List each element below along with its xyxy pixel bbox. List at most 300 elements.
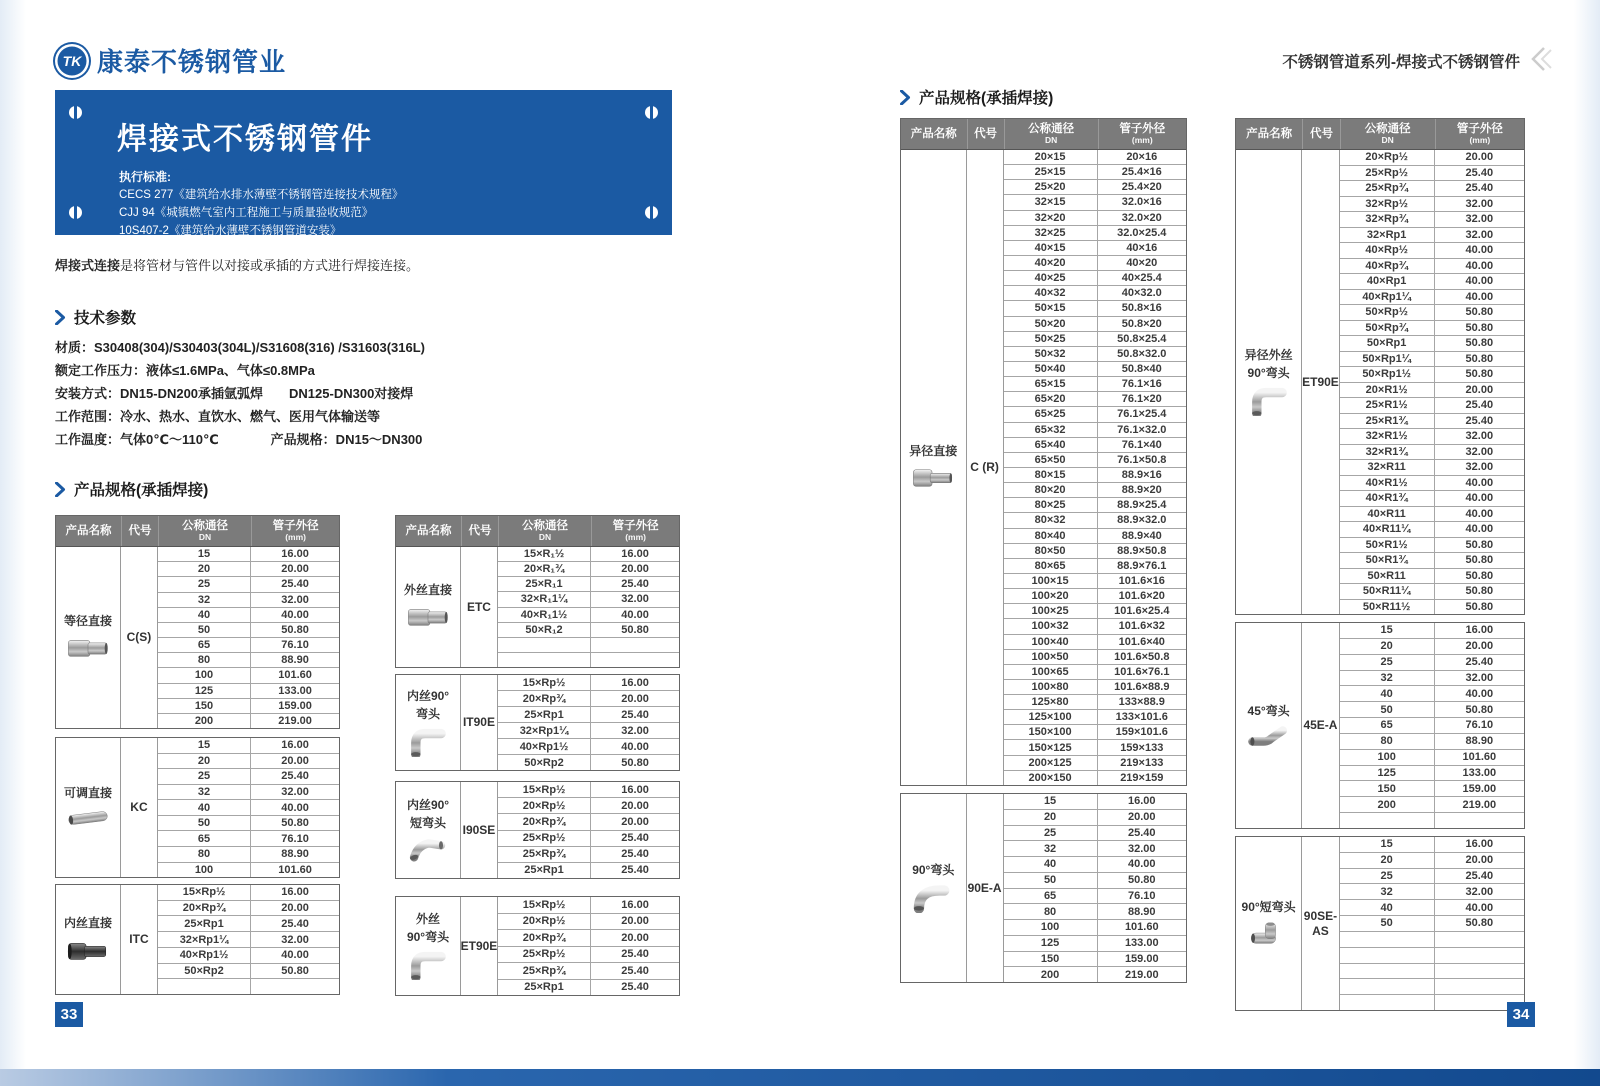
spec-table-female-coupling — [55, 884, 340, 995]
spec-row — [498, 846, 679, 862]
spec-row — [158, 947, 339, 963]
dn-value: 15×R₁½ — [498, 547, 591, 561]
spec-row — [1004, 300, 1186, 315]
spec-row — [1004, 825, 1186, 841]
od-value: 50.80 — [1128, 874, 1156, 887]
dn-value: 32×R₁1¼ — [498, 592, 591, 606]
col-header-dn: 公称通径 DN — [498, 516, 591, 546]
od-value: 25.40 — [621, 848, 649, 861]
od-value: 40×25.4 — [1121, 272, 1162, 285]
dn-value: 25×Rp1 — [158, 916, 251, 931]
spec-row — [1340, 994, 1524, 1010]
spec-row — [1340, 273, 1524, 289]
od-value: 25.40 — [1465, 656, 1494, 669]
dn-value: 125×80 — [1004, 695, 1098, 709]
od-value: 16.00 — [1465, 624, 1494, 637]
dn-value: 25×Rp¾ — [498, 847, 591, 862]
spec-row — [1340, 397, 1524, 413]
spec-row — [1340, 521, 1524, 537]
tech-param-line: 额定工作压力：液体≤1.6MPa、气体≤0.8MPa — [55, 363, 315, 378]
spec-row — [1004, 739, 1186, 754]
product-name-cell — [56, 885, 121, 994]
brand-logo-icon: TK — [55, 44, 89, 78]
dn-value: 50 — [1340, 702, 1435, 717]
spec-row — [1340, 490, 1524, 506]
od-value: 88.9×16 — [1121, 469, 1162, 482]
spec-row — [1340, 428, 1524, 444]
dn-value: 125 — [1340, 766, 1435, 781]
od-value: 40.00 — [1465, 476, 1494, 489]
dn-value: 125 — [1004, 936, 1098, 951]
spec-row — [158, 978, 339, 994]
dn-value: 40×R₁1½ — [498, 608, 591, 622]
spec-row — [1004, 664, 1186, 679]
spec-row — [498, 946, 679, 963]
spec-row — [158, 667, 339, 682]
spec-row — [1340, 883, 1524, 899]
spec-row — [1340, 717, 1524, 733]
od-value: 76.1×32.0 — [1117, 423, 1167, 436]
dn-value: 20×Rp½ — [498, 798, 591, 813]
od-value: 101.60 — [278, 863, 312, 876]
od-value: 32.00 — [1465, 213, 1494, 226]
product-name-cell — [901, 794, 967, 982]
dn-value: 32×R1¾ — [1340, 445, 1435, 460]
od-value: 20.00 — [621, 931, 649, 944]
od-value: 101.6×76.1 — [1114, 665, 1170, 678]
od-value: 88.90 — [281, 654, 309, 667]
od-value: 32.00 — [281, 593, 309, 606]
dn-value: 32×Rp½ — [1340, 197, 1435, 212]
spec-row — [158, 547, 339, 561]
spec-row — [1340, 749, 1524, 765]
spec-heading-left: 产品规格(承插焊接) — [55, 478, 208, 500]
spec-row — [498, 576, 679, 591]
od-value: 25.40 — [1465, 182, 1494, 195]
product-code: 90E-A — [967, 880, 1002, 895]
od-value: 88.9×76.1 — [1117, 559, 1167, 572]
standards-list — [55, 187, 672, 240]
od-value: 25.40 — [1465, 399, 1494, 412]
od-value: 101.60 — [278, 669, 312, 682]
od-value: 25.40 — [621, 964, 649, 977]
spec-row — [1004, 497, 1186, 512]
od-value: 76.1×50.8 — [1117, 453, 1167, 466]
spec-row — [158, 576, 339, 591]
col-header-dn: 公称通径 DN — [1340, 119, 1435, 149]
od-value: 88.90 — [1128, 905, 1156, 918]
od-value: 159.00 — [1462, 782, 1497, 795]
spec-row — [498, 782, 679, 797]
dn-value: 40×Rp1 — [1340, 274, 1435, 289]
dn-value: 25×R1½ — [1340, 398, 1435, 413]
coupling-photo — [407, 603, 449, 631]
spec-row — [158, 784, 339, 800]
spec-row — [1340, 366, 1524, 382]
banner-screw-icon — [69, 206, 82, 219]
od-value: 50.80 — [1465, 337, 1494, 350]
dn-value: 40×Rp1½ — [498, 739, 591, 754]
od-value: 32.00 — [621, 593, 649, 606]
od-value: 40.00 — [1465, 259, 1494, 272]
dn-value: 50 — [158, 816, 251, 831]
od-value: 50.80 — [1465, 569, 1494, 582]
dn-value: 65×40 — [1004, 438, 1098, 452]
dn-value: 32×15 — [1004, 195, 1098, 209]
od-value: 25.40 — [621, 948, 649, 961]
dn-value — [1340, 932, 1435, 947]
product-name: 90°短弯头 — [1241, 899, 1296, 914]
dn-value: 50×R1¾ — [1340, 553, 1435, 568]
spec-row — [498, 622, 679, 637]
spec-row — [1340, 304, 1524, 320]
spec-row — [158, 637, 339, 652]
od-value: 76.1×20 — [1121, 393, 1162, 406]
banner-screw-icon — [69, 106, 82, 119]
product-name-cell — [1236, 150, 1302, 614]
spec-row — [498, 675, 679, 690]
od-value: 32.00 — [281, 785, 309, 798]
spec-row — [158, 683, 339, 698]
od-value: 40×32.0 — [1121, 287, 1162, 300]
dn-value: 50×Rp2 — [158, 964, 251, 979]
od-value: 101.6×16 — [1118, 575, 1165, 587]
dn-value: 40×32 — [1004, 286, 1098, 300]
product-name-cell — [396, 897, 461, 995]
dn-value: 50×Rp2 — [498, 755, 591, 770]
spec-row — [1340, 670, 1524, 686]
spec-row — [1340, 701, 1524, 717]
dn-value: 40 — [1004, 857, 1098, 872]
spec-row — [1340, 837, 1524, 852]
spec-row — [1004, 603, 1186, 618]
spec-row — [1004, 194, 1186, 209]
od-value — [591, 638, 679, 652]
col-header-name: 产品名称 — [1246, 127, 1293, 140]
dn-value: 40×20 — [1004, 256, 1098, 270]
spec-row — [1340, 852, 1524, 868]
spec-table-male-coupling — [395, 515, 680, 668]
spec-row — [1004, 422, 1186, 437]
spec-table-female-90-elbow — [395, 674, 680, 771]
dn-value: 65×32 — [1004, 423, 1098, 437]
spec-row — [158, 713, 339, 728]
od-value: 20.00 — [1128, 811, 1156, 824]
spec-row — [1004, 679, 1186, 694]
od-value: 50.8×32.0 — [1117, 347, 1167, 360]
spec-row — [158, 622, 339, 637]
dn-value: 32×Rp¾ — [1340, 212, 1435, 227]
dn-value: 80×32 — [1004, 513, 1098, 527]
od-value: 76.10 — [281, 639, 309, 652]
product-code-cell — [967, 150, 1004, 785]
od-value: 32.00 — [1465, 885, 1494, 898]
spec-row — [498, 738, 679, 754]
catalog-page-left — [40, 0, 780, 1060]
product-code-cell — [461, 782, 498, 878]
spec-row — [498, 929, 679, 946]
od-value: 20.00 — [621, 815, 649, 828]
spec-row — [498, 979, 679, 996]
footer-accent-bar — [0, 1069, 1600, 1086]
elbow-photo — [1250, 386, 1288, 416]
dn-value: 100 — [1004, 920, 1098, 935]
od-value: 20.00 — [621, 799, 649, 812]
od-value: 101.6×25.4 — [1114, 605, 1170, 618]
spec-row — [1004, 437, 1186, 452]
spec-row — [1004, 809, 1186, 825]
spec-table-male-90-elbow — [395, 896, 680, 996]
od-value: 101.6×40 — [1118, 635, 1165, 648]
page-number-left: 33 — [55, 1002, 83, 1027]
spec-row — [1340, 537, 1524, 553]
dn-value: 100×32 — [1004, 619, 1098, 633]
product-name: 内丝直接 — [64, 915, 113, 930]
dn-value: 65 — [158, 831, 251, 846]
od-value: 50.80 — [281, 964, 309, 977]
product-code-cell — [461, 897, 498, 995]
dn-value: 15×Rp½ — [498, 675, 591, 690]
dn-value — [158, 979, 251, 994]
dn-value: 20×Rp½ — [498, 914, 591, 930]
od-value: 32.00 — [1128, 842, 1156, 855]
od-value: 40.00 — [1465, 275, 1494, 288]
dn-value: 80×50 — [1004, 544, 1098, 558]
dn-value: 80 — [1004, 904, 1098, 919]
spec-row — [158, 738, 339, 753]
spec-table-adjustable-coupling — [55, 737, 340, 878]
od-value: 40.00 — [1465, 507, 1494, 520]
spec-row — [1004, 255, 1186, 270]
product-code: AS — [1312, 923, 1329, 938]
product-name: 内丝90° — [406, 688, 450, 703]
dn-value: 100×15 — [1004, 574, 1098, 588]
spec-row — [1340, 978, 1524, 994]
dn-value: 25 — [1340, 655, 1435, 670]
od-value: 20×16 — [1126, 151, 1158, 164]
product-name: 弯头 — [416, 706, 441, 721]
dn-value: 50×Rp1¼ — [1340, 352, 1435, 367]
od-value: 76.1×25.4 — [1117, 408, 1167, 421]
od-value: 40.00 — [1465, 492, 1494, 505]
spec-row — [1004, 361, 1186, 376]
spec-row — [1004, 482, 1186, 497]
od-value: 32.0×20 — [1121, 211, 1162, 224]
od-value: 20.00 — [281, 754, 309, 767]
product-code-cell — [1302, 623, 1339, 828]
dn-value: 32 — [1340, 671, 1435, 686]
brand-name: 康泰不锈钢管业 — [97, 47, 287, 77]
product-name: 异径直接 — [909, 443, 958, 458]
dn-value: 50×R11½ — [1340, 600, 1435, 615]
spec-row — [1004, 649, 1186, 664]
spec-row — [1340, 475, 1524, 491]
product-name: 90°弯头 — [1247, 366, 1290, 380]
dn-value: 15 — [1340, 837, 1435, 852]
reducer-photo — [912, 464, 954, 492]
spec-row — [498, 797, 679, 813]
product-code-cell — [461, 547, 498, 667]
dn-value: 65×25 — [1004, 407, 1098, 421]
table-header-row — [901, 119, 1186, 150]
od-value: 16.00 — [1128, 795, 1156, 808]
dn-value: 200 — [1004, 967, 1098, 982]
od-value: 50.80 — [1465, 703, 1494, 716]
dn-value: 20×Rp¾ — [498, 814, 591, 829]
spec-row — [1340, 351, 1524, 367]
intro-rest: 是将管材与管件以对接或承插的方式进行焊接连接。 — [120, 258, 420, 273]
dn-value: 50 — [158, 623, 251, 637]
spec-row — [158, 915, 339, 931]
dn-value: 50×Rp¾ — [1340, 321, 1435, 336]
product-name: 90°弯头 — [406, 930, 450, 944]
od-value: 159.00 — [278, 699, 312, 712]
od-value — [1435, 964, 1524, 979]
dn-value: 40×25 — [1004, 271, 1098, 285]
spec-row — [1004, 225, 1186, 240]
elbow-90-photo — [913, 883, 953, 913]
dn-value: 25×Rp½ — [498, 831, 591, 846]
od-value: 159×101.6 — [1115, 726, 1168, 739]
spec-row — [158, 830, 339, 846]
spec-row — [1004, 270, 1186, 285]
od-value: 20.00 — [621, 692, 649, 705]
header-chevron-icon — [1528, 46, 1554, 72]
od-value: 50.80 — [1465, 368, 1494, 381]
spec-row — [1004, 331, 1186, 346]
od-value: 101.60 — [1462, 751, 1497, 764]
dn-value: 125 — [158, 684, 251, 698]
dn-value: 32 — [1340, 884, 1435, 899]
product-name: 可调直接 — [64, 785, 113, 800]
dn-value: 80×40 — [1004, 529, 1098, 543]
spec-row — [498, 813, 679, 829]
od-value: 16.00 — [281, 886, 309, 899]
spec-row — [1340, 382, 1524, 398]
spec-row — [1004, 346, 1186, 361]
dn-value: 25 — [158, 769, 251, 784]
od-value: 101.6×32 — [1118, 620, 1165, 633]
spec-row — [1004, 618, 1186, 633]
tech-params-lines — [55, 336, 425, 451]
product-code: ITC — [129, 932, 149, 947]
od-value — [1435, 948, 1524, 963]
spec-row — [158, 846, 339, 862]
od-value: 25.40 — [621, 708, 649, 721]
banner-screw-icon — [645, 106, 658, 119]
od-value: 88.9×32.0 — [1117, 514, 1167, 527]
dn-value: 150×100 — [1004, 725, 1098, 739]
table-header-row — [396, 516, 679, 547]
tech-param-line: 材质：S30408(304)/S30403(304L)/S31608(316) /S31603(316L) — [55, 340, 426, 355]
spec-row — [1340, 196, 1524, 212]
od-value: 40.00 — [281, 801, 309, 814]
spec-row — [498, 962, 679, 979]
intro-text — [55, 255, 419, 274]
dn-value: 50 — [1004, 873, 1098, 888]
tech-param-line: 工作范围：冷水、热水、直饮水、燃气、医用气体输送等 — [55, 409, 381, 424]
spec-row — [498, 706, 679, 722]
standard-item: CJJ 94《城镇燃气室内工程施工与质量验收规范》 — [119, 206, 374, 219]
od-value: 50.80 — [1465, 306, 1494, 319]
dn-value — [1340, 948, 1435, 963]
dn-value: 80×20 — [1004, 483, 1098, 497]
dn-value: 32×25 — [1004, 226, 1098, 240]
spec-table-reducing-male-90-elbow — [1235, 118, 1525, 615]
dn-value: 100×50 — [1004, 650, 1098, 664]
od-value: 133×88.9 — [1118, 696, 1165, 709]
spec-row — [158, 900, 339, 916]
running-header: 不锈钢管道系列-焊接式不锈钢管件 — [1282, 54, 1520, 71]
tech-param-line: 安装方式：DN15-DN200承插氩弧焊 DN125-DN300对接焊 — [55, 386, 414, 401]
dn-value — [1340, 964, 1435, 979]
spec-row — [1004, 467, 1186, 482]
od-value: 25.4×20 — [1121, 181, 1162, 194]
od-value: 32.00 — [1465, 671, 1494, 684]
dn-value: 25×Rp½ — [1340, 166, 1435, 181]
col-header-code: 代号 — [121, 516, 158, 546]
od-value: 88.90 — [281, 848, 309, 861]
od-value: 219.00 — [278, 714, 312, 727]
od-value: 25.40 — [621, 832, 649, 845]
product-name: 内丝90° — [406, 798, 450, 812]
catalog-page-right — [880, 0, 1560, 1060]
dn-value: 32×Rp1¼ — [498, 723, 591, 738]
spec-table-female-90-short-elbow — [395, 781, 680, 879]
dn-value: 32×R1½ — [1340, 429, 1435, 444]
dn-value: 50×Rp1 — [1340, 336, 1435, 351]
dn-value: 100×80 — [1004, 680, 1098, 694]
od-value: 76.1×16 — [1121, 378, 1162, 391]
dn-value: 200×125 — [1004, 756, 1098, 770]
product-name: 45°弯头 — [1247, 703, 1290, 718]
od-value: 32.0×16 — [1121, 196, 1162, 209]
spec-row — [1340, 413, 1524, 429]
dn-value: 25×20 — [1004, 180, 1098, 194]
col-header-name: 产品名称 — [910, 127, 957, 140]
product-code: C(S) — [126, 630, 152, 645]
page-number-right: 34 — [1507, 1002, 1535, 1027]
col-header-od: 管子外径 (mm) — [1098, 119, 1186, 149]
dn-value: 25×Rp1 — [498, 707, 591, 722]
dn-value: 50×20 — [1004, 317, 1098, 331]
spec-row — [498, 754, 679, 770]
spec-row — [1340, 258, 1524, 274]
dn-value: 50×Rp1½ — [1340, 367, 1435, 382]
dn-value: 25×Rp1 — [498, 863, 591, 878]
col-header-dn: 公称通径 DN — [1004, 119, 1098, 149]
section-chevron-icon — [900, 90, 912, 105]
dn-value: 100 — [1340, 750, 1435, 765]
spec-row — [1004, 452, 1186, 467]
dn-value: 80 — [1340, 734, 1435, 749]
spec-row — [1004, 285, 1186, 300]
spec-row — [1004, 528, 1186, 543]
od-value: 40.00 — [1465, 901, 1494, 914]
page-title: 焊接式不锈钢管件 — [117, 123, 373, 156]
spec-row — [1004, 951, 1186, 967]
dn-value: 100×20 — [1004, 589, 1098, 603]
col-header-name: 产品名称 — [65, 524, 112, 537]
dn-value: 65 — [1004, 889, 1098, 904]
dn-value: 40×Rp¾ — [1340, 259, 1435, 274]
product-name-cell — [396, 782, 461, 878]
dn-value: 40 — [158, 800, 251, 815]
spec-row — [158, 862, 339, 878]
spec-row — [1340, 685, 1524, 701]
dn-value: 200×150 — [1004, 771, 1098, 785]
dn-value: 50×R11 — [1340, 569, 1435, 584]
